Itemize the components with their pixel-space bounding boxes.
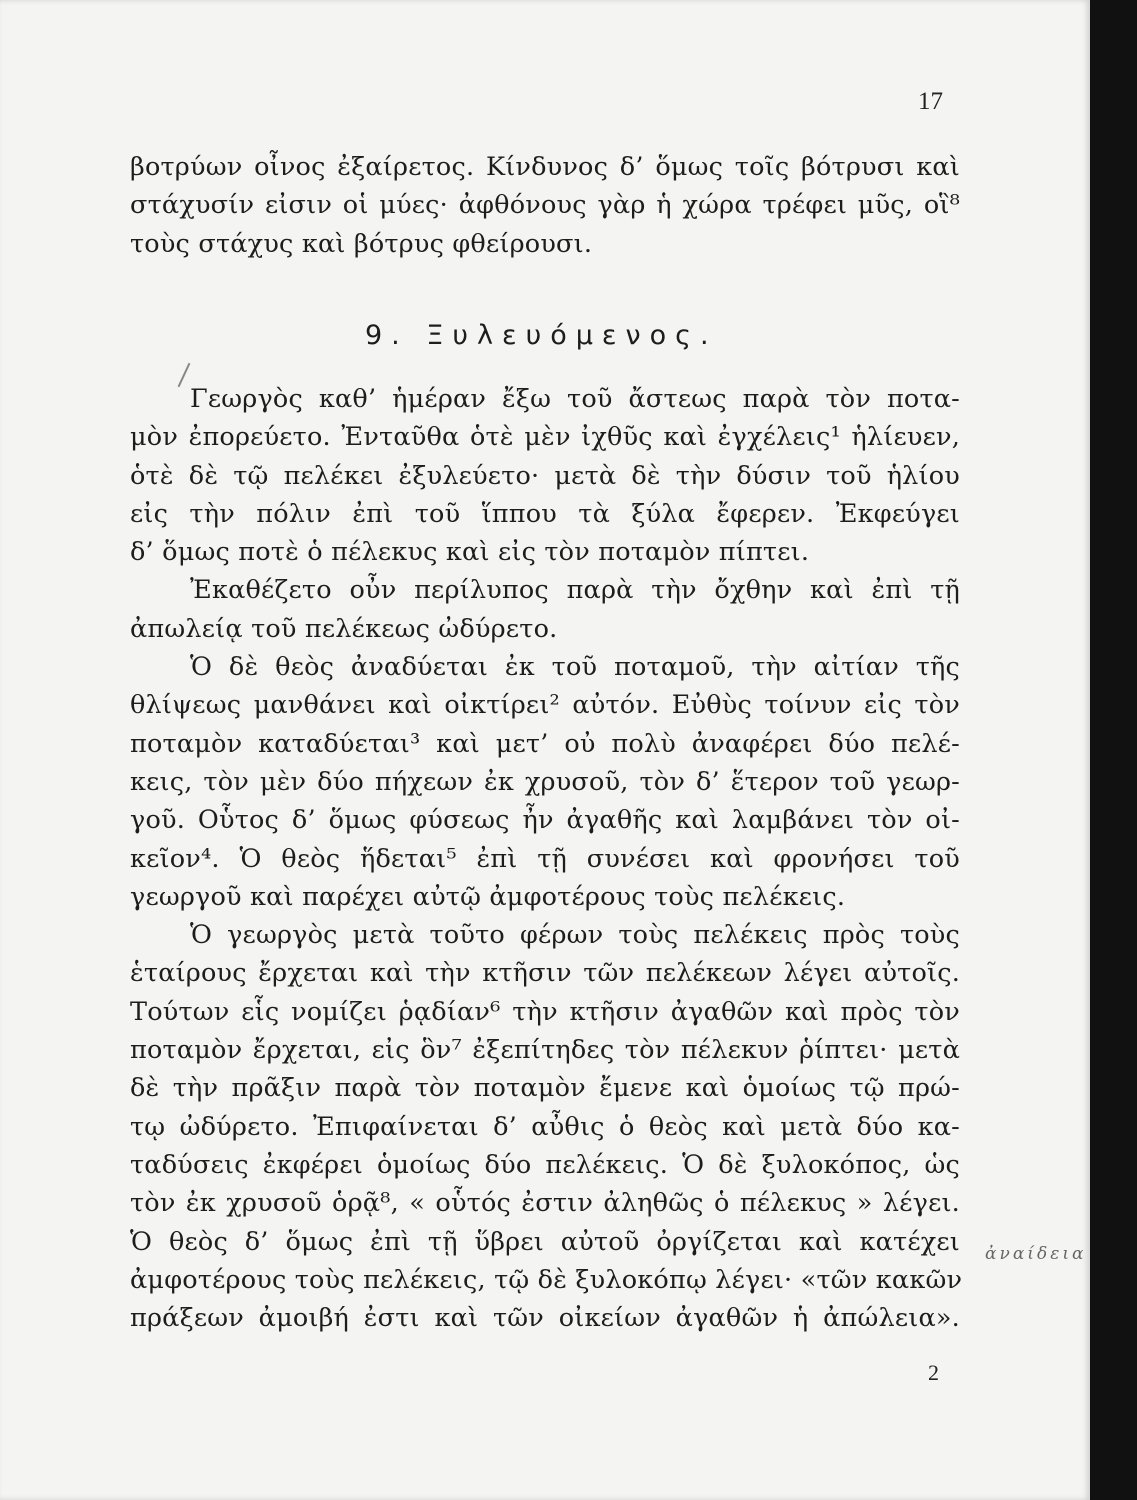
text-line: Ἐκαθέζετο οὖν περίλυπος παρὰ τὴν ὄχθην καὶ ἐπὶ τῇ xyxy=(190,575,960,606)
text-line: Ὁ δὲ θεὸς ἀναδύεται ἐκ τοῦ ποταμοῦ, τὴν αἰτίαν τῆς xyxy=(190,652,960,683)
text-line: ἑταίρους ἔρχεται καὶ τὴν κτῆσιν τῶν πελέκεων λέγει αὐτοῖς. xyxy=(130,958,960,989)
text-line: τὸν ἐκ χρυσοῦ ὁρᾷ⁸, « οὗτός ἐστιν ἀληθῶς ὁ πέλεκυς » λέγει. xyxy=(130,1188,960,1219)
text-line: κεῖον⁴. Ὁ θεὸς ἥδεται⁵ ἐπὶ τῇ συνέσει καὶ φρονήσει τοῦ xyxy=(130,843,960,874)
text-line: θλίψεως μανθάνει καὶ οἰκτίρει² αὐτόν. Εὐθὺς τοίνυν εἰς τὸν xyxy=(130,690,960,721)
text-line: ποταμὸν ἔρχεται, εἰς ὃν⁷ ἐξεπίτηδες τὸν πέλεκυν ῥίπτει· μετὰ xyxy=(130,1035,960,1066)
text-line: μὸν ἐπορεύετο. Ἐνταῦθα ὁτὲ μὲν ἰχθῦς καὶ ἐγχέλεις¹ ἡλίευεν, xyxy=(130,422,960,453)
main-text xyxy=(130,380,963,1337)
text-line: Ὁ γεωργὸς μετὰ τοῦτο φέρων τοὺς πελέκεις πρὸς τοὺς xyxy=(190,920,960,951)
text-line: ποταμὸν καταδύεται³ καὶ μετ’ οὐ πολὺ ἀναφέρει δύο πελέ- xyxy=(130,728,960,759)
text-line: πράξεων ἀμοιβή ἐστι καὶ τῶν οἰκείων ἀγαθῶν ἡ ἀπώλεια». xyxy=(130,1303,960,1334)
text-line: ὁτὲ δὲ τῷ πελέκει ἐξυλεύετο· μετὰ δὲ τὴν δύσιν τοῦ ἡλίου xyxy=(130,460,960,491)
text-line: τοὺς στάχυς καὶ βότρυς φθείρουσι. xyxy=(130,228,593,259)
text-line: Ὁ θεὸς δ’ ὅμως ἐπὶ τῇ ὕβρει αὐτοῦ ὀργίζεται καὶ κατέχει xyxy=(130,1226,960,1257)
text-line: γεωργοῦ καὶ παρέχει αὐτῷ ἀμφοτέρους τοὺς πελέκεις. xyxy=(130,881,846,912)
text-line: δὲ τὴν πρᾶξιν παρὰ τὸν ποταμὸν ἔμενε καὶ ὁμοίως τῷ πρώ- xyxy=(130,1073,960,1104)
text-line: βοτρύων οἶνος ἐξαίρετος. Κίνδυνος δ’ ὅμως τοῖς βότρυσι καὶ xyxy=(130,152,960,182)
signature-number: 2 xyxy=(928,1360,939,1385)
text-line: ἀπωλείᾳ τοῦ πελέκεως ὠδύρετο. xyxy=(130,613,558,644)
text-line: γοῦ. Οὗτος δ’ ὅμως φύσεως ἦν ἀγαθῆς καὶ λαμβάνει τὸν οἰ- xyxy=(130,805,960,836)
text-line: στάχυσίν εἰσιν οἱ μύες· ἀφθόνους γὰρ ἡ χώρα τρέφει μῦς, οἳ⁸ xyxy=(130,190,960,221)
intro-text xyxy=(130,148,960,263)
text-line: ἀμφοτέρους τοὺς πελέκεις, τῷ δὲ ξυλοκόπῳ λέγει· «τῶν κακῶν xyxy=(130,1264,963,1295)
section-heading: 9. Ξυλευόμενος. xyxy=(365,320,718,351)
text-line: τῳ ὠδύρετο. Ἐπιφαίνεται δ’ αὖθις ὁ θεὸς καὶ μετὰ δύο κα- xyxy=(130,1111,960,1142)
text-line: δ’ ὅμως ποτὲ ὁ πέλεκυς καὶ εἰς τὸν ποταμὸν πίπτει. xyxy=(130,537,810,568)
page-number: 17 xyxy=(918,88,943,115)
text-line: εἰς τὴν πόλιν ἐπὶ τοῦ ἵππου τὰ ξύλα ἔφερεν. Ἐκφεύγει xyxy=(130,498,960,529)
text-line: Γεωργὸς καθ’ ἡμέραν ἔξω τοῦ ἄστεως παρὰ τὸν ποτα- xyxy=(190,384,960,414)
handwritten-margin-note: ἀναίδεια xyxy=(985,1244,1087,1264)
text-line: κεις, τὸν μὲν δύο πήχεων ἐκ χρυσοῦ, τὸν δ’ ἕτερον τοῦ γεωρ- xyxy=(130,766,960,797)
text-line: Τούτων εἷς νομίζει ῥᾳδίαν⁶ τὴν κτῆσιν ἀγαθῶν καὶ πρὸς τὸν xyxy=(130,996,960,1027)
text-line: ταδύσεις ἐκφέρει ὁμοίως δύο πελέκεις. Ὁ δὲ ξυλοκόπος, ὡς xyxy=(130,1149,960,1180)
